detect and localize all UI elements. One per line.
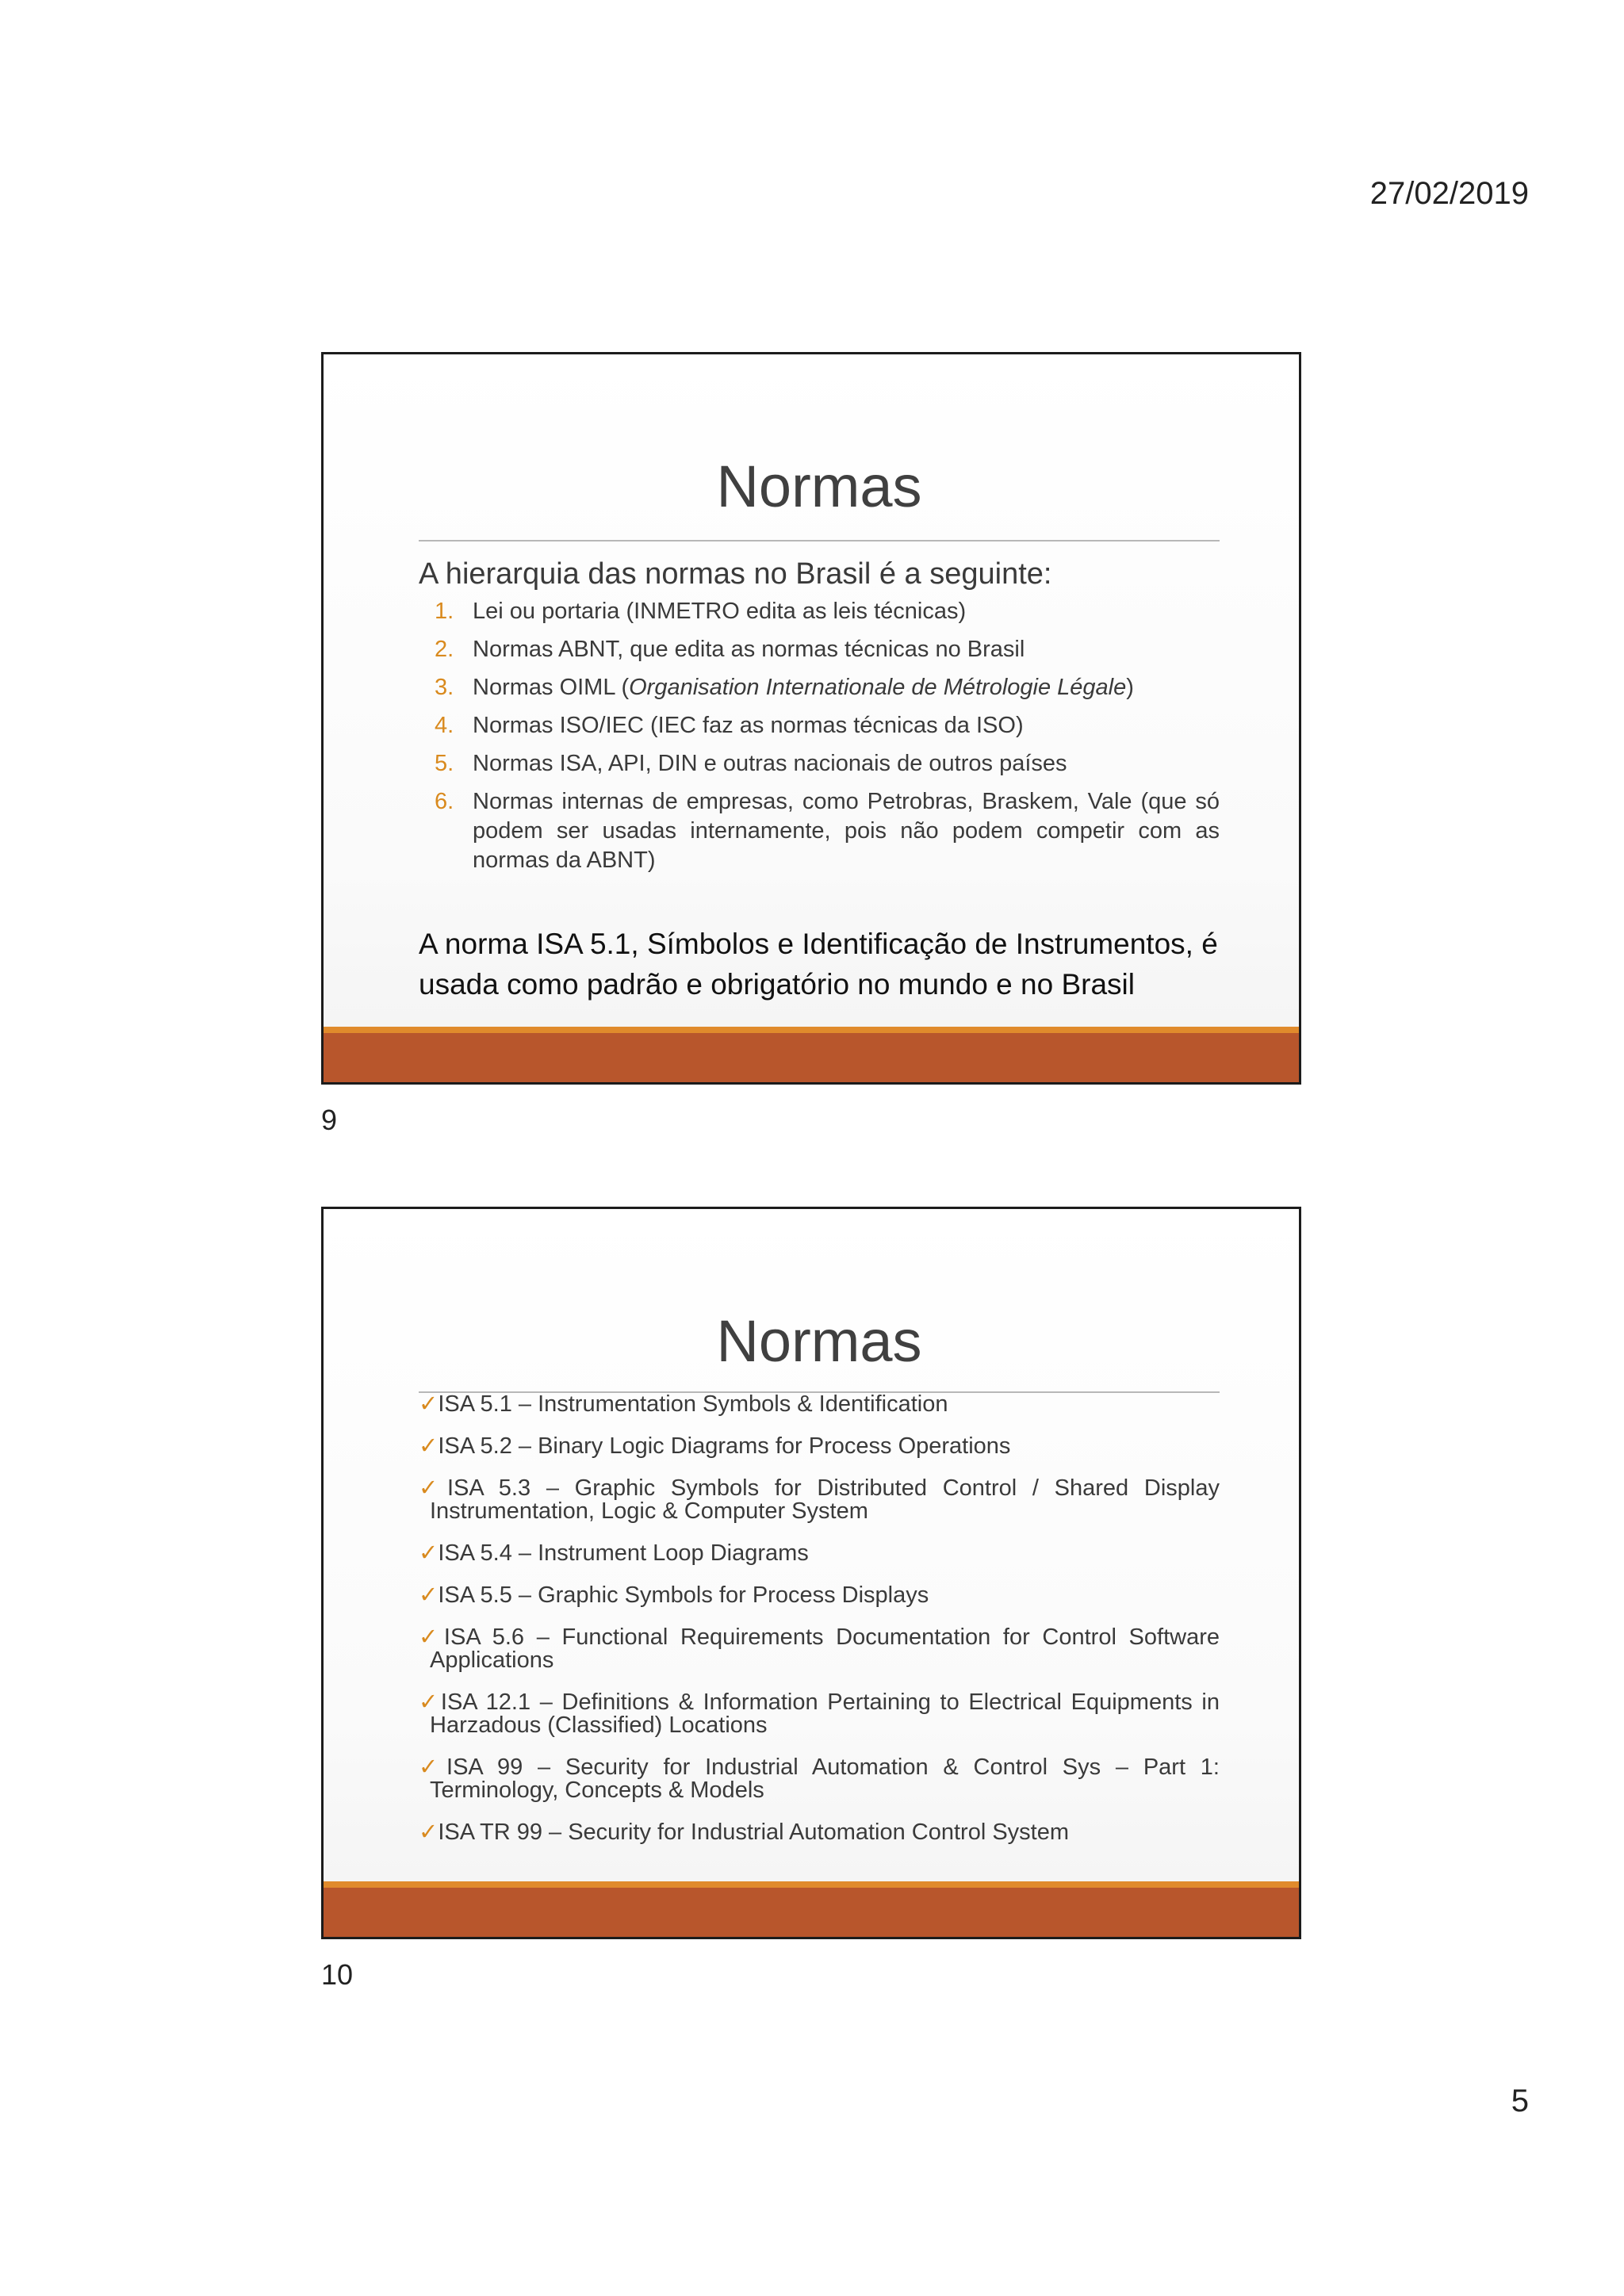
list-text: ISA 12.1 – Definitions & Information Pertaining to Electrical Equipments in Harzadous (Classified) Locations <box>430 1689 1220 1738</box>
list-text: ISA 99 – Security for Industrial Automation & Control Sys – Part 1: Terminology, Concepts & Models <box>430 1755 1220 1803</box>
list-item <box>419 1691 1220 1737</box>
list-text: Normas ABNT, que edita as normas técnicas no Brasil <box>473 637 1025 662</box>
slide-number: 9 <box>321 1104 338 1136</box>
list-item <box>419 1542 1220 1565</box>
list-text: ISA 5.3 – Graphic Symbols for Distributed Control / Shared Display Instrumentation, Logic & Computer System <box>430 1475 1220 1524</box>
list-text-suffix: ) <box>1126 675 1134 700</box>
checkmark-icon: ✓ <box>419 1820 439 1845</box>
hierarchy-list <box>435 597 1220 884</box>
list-number: 3. <box>435 675 454 700</box>
list-number: 1. <box>435 599 454 624</box>
list-number: 4. <box>435 713 454 738</box>
list-item <box>419 1393 1220 1416</box>
list-text-italic: Organisation Internationale de Métrologie Légale <box>629 675 1127 700</box>
list-number: 2. <box>435 637 454 662</box>
checkmark-icon: ✓ <box>419 1755 447 1780</box>
list-text: Normas internas de empresas, como Petrobras, Braskem, Vale (que só podem ser usadas internamente, pois não podem competir com as normas da ABNT) <box>473 789 1220 873</box>
list-number: 6. <box>435 789 454 814</box>
list-text: Normas ISA, API, DIN e outras nacionais de outros países <box>473 751 1067 776</box>
page-date: 27/02/2019 <box>1369 176 1529 211</box>
slide-10 <box>321 1207 1301 1939</box>
list-item <box>435 749 1220 779</box>
list-text: Normas ISO/IEC (IEC faz as normas técnicas da ISO) <box>473 713 1024 738</box>
list-item <box>435 597 1220 626</box>
slide-footer-band <box>324 1027 1299 1082</box>
checkmark-icon: ✓ <box>419 1624 444 1650</box>
list-item <box>419 1756 1220 1802</box>
list-item <box>435 711 1220 740</box>
list-item <box>419 1477 1220 1523</box>
page-number: 5 <box>1511 2084 1529 2118</box>
list-text-prefix: Normas OIML ( <box>473 675 630 700</box>
list-item <box>435 635 1220 664</box>
list-text: ISA 5.5 – Graphic Symbols for Process Displays <box>438 1582 929 1608</box>
slide-title: Normas <box>716 453 922 519</box>
list-item <box>435 787 1220 875</box>
slide-number: 10 <box>321 1958 354 1991</box>
list-text: ISA TR 99 – Security for Industrial Automation Control System <box>438 1820 1070 1845</box>
list-text: ISA 5.2 – Binary Logic Diagrams for Process Operations <box>438 1433 1011 1459</box>
list-text: ISA 5.4 – Instrument Loop Diagrams <box>438 1540 809 1566</box>
list-item <box>419 1626 1220 1672</box>
checkmark-icon: ✓ <box>419 1391 439 1417</box>
list-text: Lei ou portaria (INMETRO edita as leis técnicas) <box>473 599 967 624</box>
checkmark-icon: ✓ <box>419 1475 447 1501</box>
list-item <box>419 1821 1220 1844</box>
checkmark-icon: ✓ <box>419 1540 439 1566</box>
standards-list <box>419 1393 1220 1863</box>
checkmark-icon: ✓ <box>419 1689 441 1715</box>
list-item <box>435 673 1220 702</box>
slide-note: A norma ISA 5.1, Símbolos e Identificação de Instrumentos, é usada como padrão e obrigatório no mundo e no Brasil <box>419 928 1218 1001</box>
slide-title: Normas <box>716 1308 922 1374</box>
slide-footer-band <box>324 1881 1299 1937</box>
title-divider <box>419 540 1220 541</box>
list-item <box>419 1584 1220 1607</box>
checkmark-icon: ✓ <box>419 1582 439 1608</box>
list-item <box>419 1435 1220 1458</box>
checkmark-icon: ✓ <box>419 1433 439 1459</box>
list-text: ISA 5.6 – Functional Requirements Documentation for Control Software Applications <box>430 1624 1220 1673</box>
list-text <box>473 673 1220 702</box>
list-text: ISA 5.1 – Instrumentation Symbols & Identification <box>438 1391 948 1417</box>
slide-9 <box>321 352 1301 1085</box>
list-number: 5. <box>435 751 454 776</box>
slide-lead-text: A hierarquia das normas no Brasil é a seguinte: <box>419 557 1052 591</box>
